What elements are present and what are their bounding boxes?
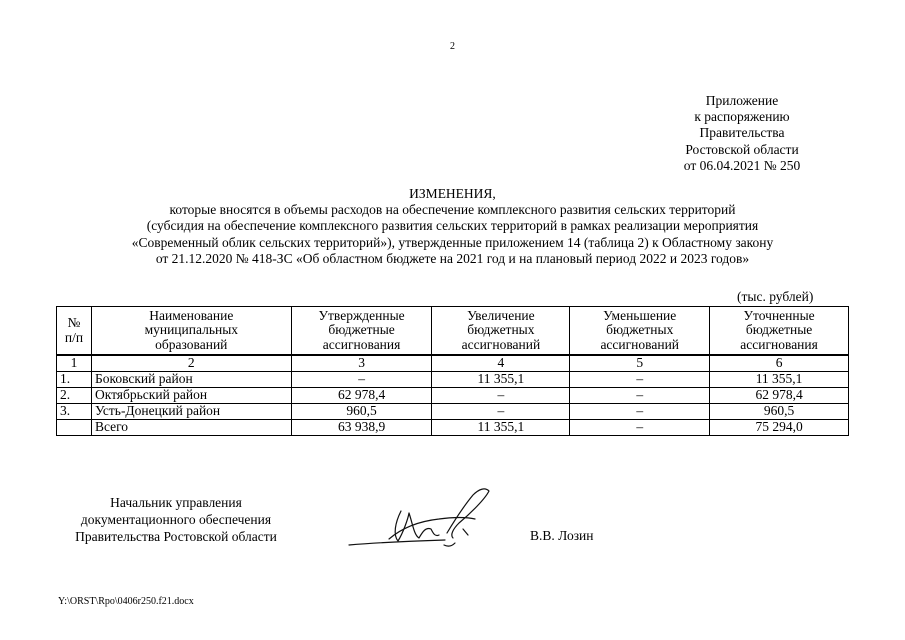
column-number: 4: [432, 355, 570, 372]
heading-line: (субсидия на обеспечение комплексного развития сельских территорий в рамках реализации мероприятия: [146, 218, 759, 234]
table-row: [57, 404, 849, 420]
appendix-block: [640, 93, 844, 174]
column-number-row: [57, 355, 849, 372]
heading-line: которые вносятся в объемы расходов на обеспечение комплексного развития сельских территорий: [169, 202, 736, 218]
increase-value: 11 355,1: [432, 372, 570, 388]
budget-table: [56, 306, 849, 436]
header-cell-increase: Увеличение бюджетных ассигнований: [432, 307, 570, 356]
decrease-value: –: [570, 372, 710, 388]
row-number: 3.: [57, 404, 92, 420]
units-label: (тыс. рублей): [737, 289, 814, 304]
total-revised: 75 294,0: [710, 420, 849, 436]
municipality-name: Октябрьский район: [91, 388, 291, 404]
table-header-row: [57, 307, 849, 356]
total-number-cell: [57, 420, 92, 436]
header-cell-municipality: Наименование муниципальных образований: [91, 307, 291, 356]
revised-value: 62 978,4: [710, 388, 849, 404]
file-path: Y:\ORST\Rpo\0406r250.f21.docx: [58, 596, 194, 607]
column-number: 2: [91, 355, 291, 372]
decrease-value: –: [570, 404, 710, 420]
column-number: 5: [570, 355, 710, 372]
appendix-line: Приложение: [705, 93, 779, 108]
heading-line: от 21.12.2020 № 418-ЗС «Об областном бюджете на 2021 год и на плановый период 2022 и 2023 годов»: [155, 250, 750, 266]
handwritten-signature: [343, 483, 503, 558]
approved-value: 62 978,4: [291, 388, 432, 404]
column-number: 1: [57, 355, 92, 372]
total-decrease: –: [570, 420, 710, 436]
page-number: 2: [450, 41, 455, 52]
total-label: Всего: [91, 420, 291, 436]
revised-value: 11 355,1: [710, 372, 849, 388]
total-row: [57, 420, 849, 436]
appendix-line: к распоряжению: [694, 109, 790, 125]
header-cell-number: № п/п: [57, 307, 92, 356]
column-number: 6: [710, 355, 849, 372]
signer-position: [58, 494, 294, 545]
heading-line: «Современный облик сельских территорий»), утвержденные приложением 14 (таблица 2) к Областному закону: [131, 234, 774, 250]
signer-position-line: Правительства Ростовской области: [75, 529, 277, 544]
row-number: 1.: [57, 372, 92, 388]
decrease-value: –: [570, 388, 710, 404]
document-heading: [60, 186, 845, 267]
appendix-line: от 06.04.2021 № 250: [683, 157, 801, 173]
approved-value: 960,5: [291, 404, 432, 420]
signer-position-line: документационного обеспечения: [80, 512, 272, 527]
row-number: 2.: [57, 388, 92, 404]
header-cell-decrease: Уменьшение бюджетных ассигнований: [570, 307, 710, 356]
appendix-line: Правительства: [699, 125, 785, 141]
signer-name: В.В. Лозин: [530, 528, 594, 543]
increase-value: –: [432, 404, 570, 420]
table-row: [57, 372, 849, 388]
revised-value: 960,5: [710, 404, 849, 420]
approved-value: –: [291, 372, 432, 388]
municipality-name: Усть-Донецкий район: [91, 404, 291, 420]
appendix-line: Ростовской области: [685, 141, 799, 157]
total-approved: 63 938,9: [291, 420, 432, 436]
total-increase: 11 355,1: [432, 420, 570, 436]
municipality-name: Боковский район: [91, 372, 291, 388]
signer-position-line: Начальник управления: [110, 495, 242, 510]
header-cell-approved: Утвержденные бюджетные ассигнования: [291, 307, 432, 356]
table-row: [57, 388, 849, 404]
increase-value: –: [432, 388, 570, 404]
header-cell-revised: Уточненные бюджетные ассигнования: [710, 307, 849, 356]
heading-title: ИЗМЕНЕНИЯ,: [409, 186, 496, 201]
column-number: 3: [291, 355, 432, 372]
